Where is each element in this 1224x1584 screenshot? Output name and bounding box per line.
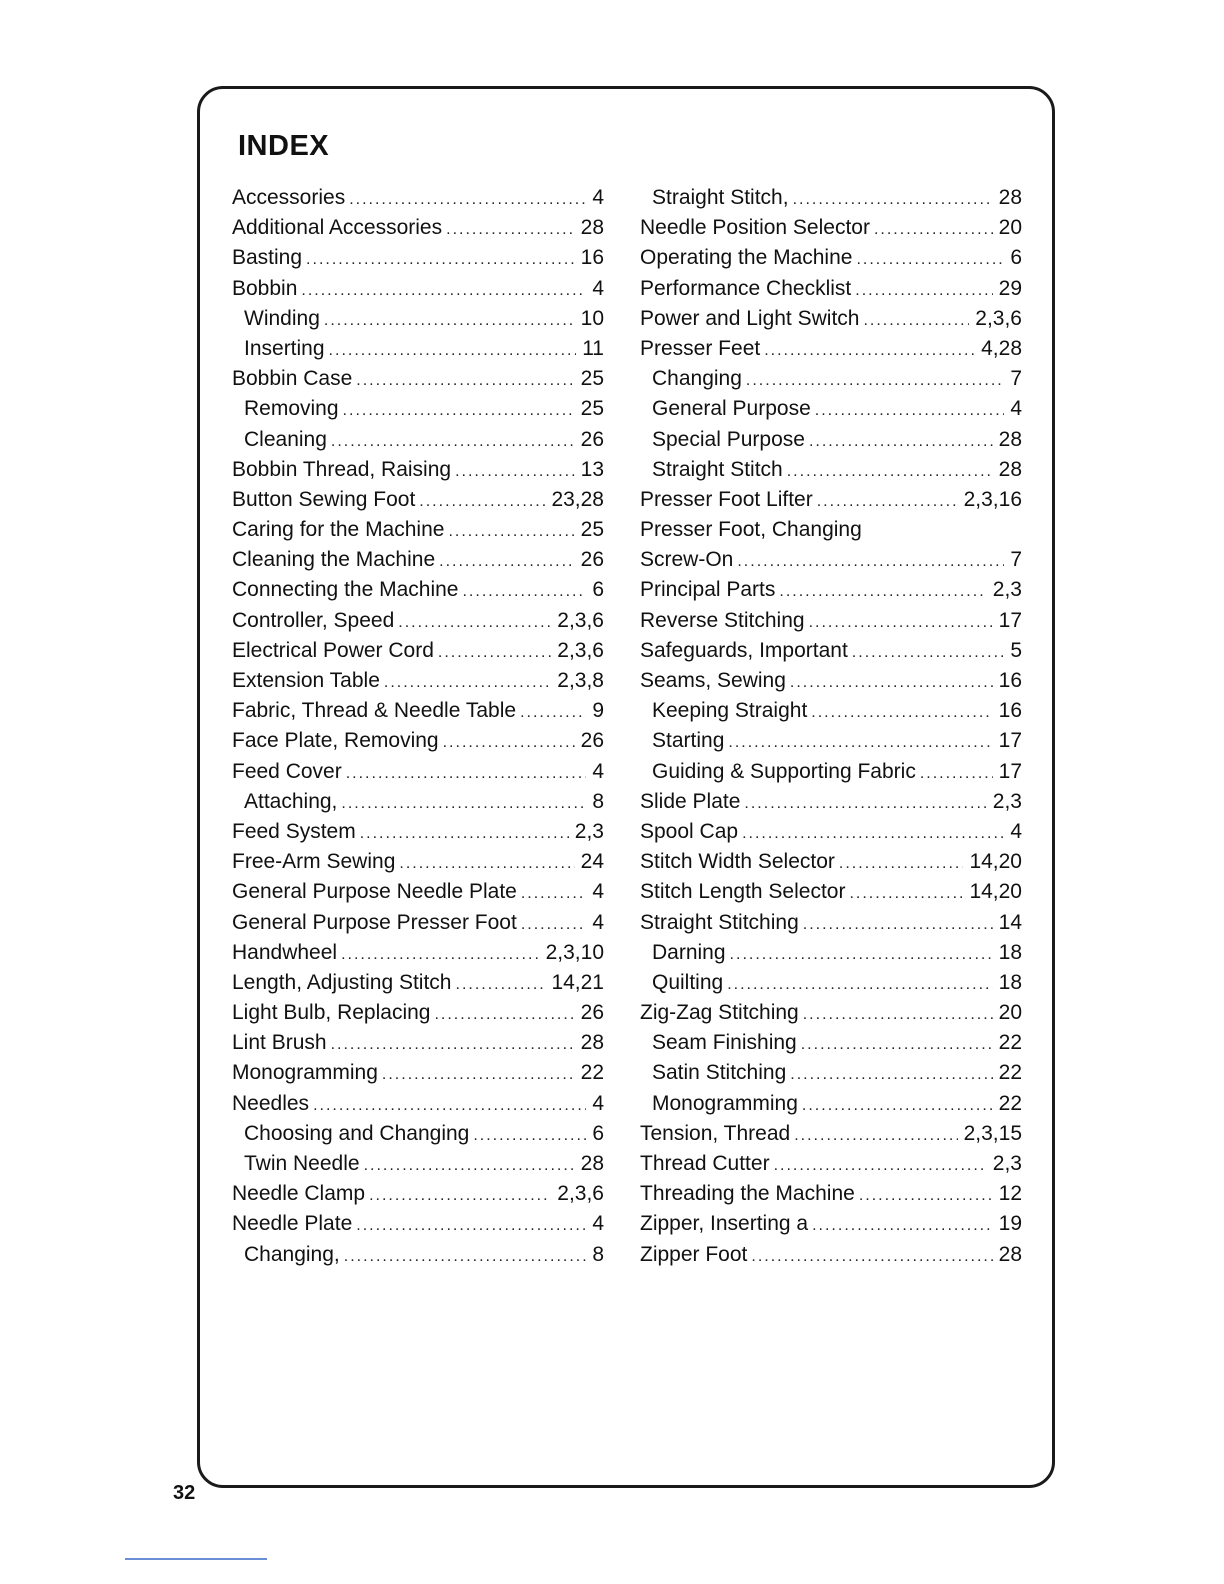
index-entry: [232, 515, 604, 545]
entry-page-reference: 17: [998, 608, 1022, 632]
entry-page-reference: 17: [998, 759, 1022, 783]
index-entry: [640, 425, 1022, 455]
index-entry: [640, 485, 1022, 515]
entry-page-reference: 25: [580, 518, 604, 542]
entry-page-reference: 4,28: [981, 336, 1022, 360]
entry-label: Special Purpose: [652, 427, 805, 451]
entry-page-reference: 2,3: [992, 578, 1022, 602]
index-entry: [640, 636, 1022, 666]
entry-page-reference: 29: [998, 276, 1022, 300]
entry-page-reference: 2,3: [992, 789, 1022, 813]
index-entry: [640, 334, 1022, 364]
entry-label: Performance Checklist: [640, 276, 852, 300]
index-entry: [640, 1240, 1022, 1270]
entry-page-reference: 5: [1010, 638, 1022, 662]
dot-leader: [801, 1030, 993, 1060]
index-entry: [640, 757, 1022, 787]
index-entry: [232, 696, 604, 726]
dot-leader: [364, 1151, 575, 1181]
index-entry: [232, 485, 604, 515]
index-entry: [232, 1240, 604, 1270]
entry-page-reference: 28: [580, 1152, 604, 1175]
dot-leader: [448, 517, 574, 547]
index-entry: [640, 968, 1022, 998]
index-entry: [640, 183, 1022, 213]
entry-label: Attaching,: [244, 789, 338, 813]
entry-page-reference: 4: [592, 276, 604, 300]
entry-page-reference: 13: [580, 457, 604, 481]
dot-leader: [439, 547, 575, 577]
dot-leader: [331, 427, 575, 457]
entry-label: General Purpose: [652, 397, 811, 421]
dot-leader: [811, 698, 992, 728]
entry-page-reference: 26: [580, 548, 604, 572]
index-entry: [232, 847, 604, 877]
dot-leader: [790, 1060, 992, 1090]
entry-page-reference: 20: [998, 1001, 1022, 1025]
dot-leader: [473, 1121, 586, 1151]
entry-page-reference: 8: [592, 789, 604, 813]
entry-page-reference: 2,3,15: [963, 1121, 1022, 1145]
index-entry: [232, 1149, 604, 1179]
entry-page-reference: 2,3,16: [963, 487, 1022, 511]
index-entry: [232, 334, 604, 364]
entry-page-reference: 14,21: [551, 970, 604, 994]
dot-leader: [855, 276, 992, 306]
entry-page-reference: 2,3,6: [557, 1182, 604, 1206]
entry-page-reference: 14: [998, 910, 1022, 934]
entry-label: Handwheel: [232, 940, 338, 964]
dot-leader: [815, 396, 1005, 426]
entry-label: Bobbin Thread, Raising: [232, 457, 452, 481]
dot-leader: [344, 1242, 587, 1272]
index-entry: [640, 394, 1022, 424]
entry-page-reference: 22: [998, 1091, 1022, 1115]
index-entry: [232, 243, 604, 273]
entry-page-reference: 4: [592, 910, 604, 934]
index-entry: [232, 1209, 604, 1239]
entry-page-reference: 10: [580, 306, 604, 330]
entry-label: Cleaning the Machine: [232, 548, 436, 572]
entry-label: Presser Foot, Changing: [640, 518, 862, 542]
entry-label: Safeguards, Important: [640, 638, 848, 662]
dot-leader: [849, 879, 963, 909]
index-entry: [640, 455, 1022, 485]
entry-page-reference: 8: [592, 1242, 604, 1266]
entry-label: Electrical Power Cord: [232, 638, 434, 662]
dot-leader: [438, 638, 551, 668]
index-entry: [640, 847, 1022, 877]
entry-label: Slide Plate: [640, 789, 741, 813]
entry-page-reference: 7: [1010, 548, 1022, 572]
entry-page-reference: 26: [580, 427, 604, 451]
entry-label: Additional Accessories: [232, 216, 443, 240]
entry-page-reference: 14,20: [969, 880, 1022, 904]
entry-label: Seam Finishing: [652, 1031, 797, 1055]
entry-label: Straight Stitch: [652, 457, 783, 481]
entry-label: Starting: [652, 729, 725, 753]
entry-page-reference: 23,28: [551, 487, 604, 511]
dot-leader: [794, 1121, 957, 1151]
entry-label: Free-Arm Sewing: [232, 850, 396, 874]
index-entry: [232, 304, 604, 334]
dot-leader: [341, 789, 586, 819]
entry-label: General Purpose Presser Foot: [232, 910, 517, 934]
dot-leader: [329, 336, 577, 366]
entry-label: Needle Plate: [232, 1212, 353, 1236]
entry-page-reference: 28: [998, 427, 1022, 451]
dot-leader: [863, 306, 969, 336]
dot-leader: [419, 487, 545, 517]
entry-page-reference: 2,3: [574, 819, 604, 843]
dot-leader: [802, 1091, 993, 1121]
index-entry: [232, 213, 604, 243]
index-entry: [232, 726, 604, 756]
entry-page-reference: 2,3,6: [557, 638, 604, 662]
dot-leader: [764, 336, 975, 366]
entry-label: Needle Clamp: [232, 1182, 366, 1206]
index-entry: [640, 1149, 1022, 1179]
entry-page-reference: 17: [998, 729, 1022, 753]
dot-leader: [462, 577, 586, 607]
dot-leader: [728, 728, 992, 758]
entry-page-reference: 28: [998, 186, 1022, 209]
index-entry: [640, 213, 1022, 243]
dot-leader: [520, 698, 586, 728]
entry-label: Feed System: [232, 819, 356, 843]
index-entry: [232, 757, 604, 787]
entry-page-reference: 19: [998, 1212, 1022, 1236]
dot-leader: [737, 547, 1004, 577]
entry-label: Straight Stitch,: [652, 186, 789, 209]
entry-label: Button Sewing Foot: [232, 487, 416, 511]
dot-leader: [521, 910, 587, 940]
dot-leader: [306, 245, 575, 275]
entry-label: Extension Table: [232, 669, 380, 692]
index-entry: [232, 817, 604, 847]
index-entry: [640, 1119, 1022, 1149]
index-entry: [640, 1089, 1022, 1119]
entry-page-reference: 6: [592, 1121, 604, 1145]
entry-page-reference: 16: [998, 669, 1022, 692]
index-entry: [232, 636, 604, 666]
entry-label: Satin Stitching: [652, 1061, 787, 1085]
entry-page-reference: 4: [1010, 397, 1022, 421]
index-entry: [232, 1089, 604, 1119]
entry-label: Accessories: [232, 186, 346, 209]
index-entry: [232, 364, 604, 394]
entry-page-reference: 16: [998, 699, 1022, 723]
entry-label: Lint Brush: [232, 1031, 327, 1055]
dot-leader: [744, 789, 986, 819]
entry-label: Caring for the Machine: [232, 518, 445, 542]
index-right-column: [640, 183, 1022, 1270]
entry-label: Length, Adjusting Stitch: [232, 970, 452, 994]
entry-page-reference: 4: [592, 1091, 604, 1115]
index-entry: [640, 817, 1022, 847]
entry-label: Guiding & Supporting Fabric: [652, 759, 916, 783]
dot-leader: [790, 668, 993, 698]
entry-page-reference: 4: [1010, 819, 1022, 843]
entry-page-reference: 28: [580, 216, 604, 240]
dot-leader: [346, 759, 587, 789]
dot-leader: [809, 427, 993, 457]
index-entry: [640, 787, 1022, 817]
dot-leader: [874, 215, 993, 245]
index-entry: [232, 1058, 604, 1088]
dot-leader: [521, 879, 586, 909]
dot-leader: [356, 1211, 586, 1241]
index-entry: [232, 1028, 604, 1058]
index-entry: [232, 606, 604, 636]
entry-label: Removing: [244, 397, 339, 421]
dot-leader: [398, 608, 551, 638]
entry-page-reference: 12: [998, 1182, 1022, 1206]
entry-page-reference: 2,3,10: [545, 940, 604, 964]
index-entry: [640, 575, 1022, 605]
dot-leader: [803, 910, 993, 940]
index-entry: [640, 364, 1022, 394]
entry-label: Presser Feet: [640, 336, 761, 360]
index-entry: [232, 545, 604, 575]
footer-rule: [125, 1558, 267, 1560]
entry-label: Zig-Zag Stitching: [640, 1001, 799, 1025]
entry-label: Operating the Machine: [640, 246, 853, 270]
dot-leader: [727, 970, 992, 1000]
index-entry: [232, 1119, 604, 1149]
dot-leader: [343, 396, 575, 426]
entry-page-reference: 2,3,6: [975, 306, 1022, 330]
index-entry: [232, 575, 604, 605]
entry-label: Quilting: [652, 970, 724, 994]
entry-page-reference: 16: [580, 246, 604, 270]
index-entry: [640, 938, 1022, 968]
page-number: 32: [173, 1482, 196, 1504]
entry-label: Monogramming: [652, 1091, 798, 1115]
entry-page-reference: 26: [580, 729, 604, 753]
dot-leader: [434, 1000, 574, 1030]
entry-label: Feed Cover: [232, 759, 342, 783]
index-entry: [640, 666, 1022, 696]
dot-leader: [751, 1242, 992, 1272]
dot-leader: [301, 276, 586, 306]
dot-leader: [455, 457, 575, 487]
dot-leader: [793, 185, 993, 215]
dot-leader: [331, 1030, 575, 1060]
entry-page-reference: 22: [580, 1061, 604, 1085]
index-entry: [232, 183, 604, 213]
entry-page-reference: 6: [1010, 246, 1022, 270]
entry-page-reference: 25: [580, 367, 604, 391]
index-entry: [640, 908, 1022, 938]
dot-leader: [360, 819, 569, 849]
dot-leader: [746, 366, 1004, 396]
dot-leader: [456, 970, 546, 1000]
index-entry: [640, 1209, 1022, 1239]
entry-label: Needles: [232, 1091, 310, 1115]
entry-label: Power and Light Switch: [640, 306, 860, 330]
dot-leader: [920, 759, 993, 789]
dot-leader: [399, 849, 574, 879]
entry-label: Zipper Foot: [640, 1242, 748, 1266]
index-title: INDEX: [238, 130, 330, 162]
dot-leader: [382, 1060, 575, 1090]
entry-label: Reverse Stitching: [640, 608, 805, 632]
entry-page-reference: 7: [1010, 367, 1022, 391]
entry-label: Monogramming: [232, 1061, 378, 1085]
dot-leader: [852, 638, 1005, 668]
dot-leader: [384, 668, 551, 698]
entry-page-reference: 4: [592, 1212, 604, 1236]
dot-leader: [443, 728, 575, 758]
entry-label: Bobbin: [232, 276, 298, 300]
entry-label: Changing,: [244, 1242, 340, 1266]
dot-leader: [809, 608, 993, 638]
dot-leader: [774, 1151, 987, 1181]
index-entry: [640, 726, 1022, 756]
entry-label: Stitch Width Selector: [640, 850, 835, 874]
index-entry: [232, 787, 604, 817]
entry-label: Thread Cutter: [640, 1152, 770, 1175]
index-entry: [640, 877, 1022, 907]
entry-page-reference: 6: [592, 578, 604, 602]
index-entry: [232, 274, 604, 304]
entry-label: Screw-On: [640, 548, 734, 572]
entry-page-reference: 18: [998, 970, 1022, 994]
entry-label: Threading the Machine: [640, 1182, 855, 1206]
dot-leader: [859, 1181, 993, 1211]
index-entry: [232, 425, 604, 455]
entry-page-reference: 14,20: [969, 850, 1022, 874]
dot-leader: [324, 306, 575, 336]
entry-page-reference: 20: [998, 216, 1022, 240]
entry-page-reference: 4: [592, 759, 604, 783]
entry-label: Seams, Sewing: [640, 669, 786, 692]
entry-page-reference: 22: [998, 1061, 1022, 1085]
dot-leader: [369, 1181, 551, 1211]
dot-leader: [787, 457, 993, 487]
entry-page-reference: 2,3,8: [557, 669, 604, 692]
entry-label: Basting: [232, 246, 303, 270]
index-entry: [640, 304, 1022, 334]
entry-label: Needle Position Selector: [640, 216, 870, 240]
index-entry: [232, 1179, 604, 1209]
entry-page-reference: 26: [580, 1001, 604, 1025]
index-entry: [640, 696, 1022, 726]
index-entry: [232, 455, 604, 485]
index-left-column: [232, 183, 604, 1270]
index-entry: [232, 666, 604, 696]
entry-label: Stitch Length Selector: [640, 880, 846, 904]
index-entry: [640, 998, 1022, 1028]
entry-label: Spool Cap: [640, 819, 739, 843]
entry-page-reference: 22: [998, 1031, 1022, 1055]
entry-label: General Purpose Needle Plate: [232, 880, 517, 904]
entry-label: Face Plate, Removing: [232, 729, 439, 753]
entry-page-reference: 4: [592, 186, 604, 209]
index-entry: [640, 1058, 1022, 1088]
entry-label: Twin Needle: [244, 1152, 360, 1175]
dot-leader: [349, 185, 586, 215]
entry-page-reference: 2,3,6: [557, 608, 604, 632]
index-entry: [640, 545, 1022, 575]
entry-page-reference: 2,3: [992, 1152, 1022, 1175]
entry-page-reference: 28: [998, 1242, 1022, 1266]
entry-label: Fabric, Thread & Needle Table: [232, 699, 517, 723]
index-entry: [640, 515, 1022, 545]
entry-label: Keeping Straight: [652, 699, 808, 723]
entry-label: Tension, Thread: [640, 1121, 791, 1145]
index-entry: [640, 243, 1022, 273]
dot-leader: [856, 245, 1004, 275]
entry-label: Light Bulb, Replacing: [232, 1001, 431, 1025]
index-entry: [232, 998, 604, 1028]
entry-label: Inserting: [244, 336, 325, 360]
dot-leader: [341, 940, 540, 970]
index-entry: [640, 1028, 1022, 1058]
dot-leader: [730, 940, 993, 970]
dot-leader: [356, 366, 574, 396]
index-entry: [640, 606, 1022, 636]
dot-leader: [742, 819, 1004, 849]
index-entry: [232, 908, 604, 938]
entry-label: Changing: [652, 367, 742, 391]
entry-page-reference: 9: [592, 699, 604, 723]
dot-leader: [446, 215, 575, 245]
entry-page-reference: 11: [582, 336, 604, 360]
entry-label: Zipper, Inserting a: [640, 1212, 809, 1236]
dot-leader: [817, 487, 958, 517]
dot-leader: [812, 1211, 993, 1241]
entry-label: Principal Parts: [640, 578, 776, 602]
dot-leader: [839, 849, 964, 879]
entry-label: Darning: [652, 940, 726, 964]
entry-label: Controller, Speed: [232, 608, 395, 632]
entry-label: Presser Foot Lifter: [640, 487, 813, 511]
index-entry: [232, 938, 604, 968]
index-entry: [232, 394, 604, 424]
entry-page-reference: 18: [998, 940, 1022, 964]
entry-page-reference: 25: [580, 397, 604, 421]
entry-page-reference: 24: [580, 850, 604, 874]
dot-leader: [313, 1091, 586, 1121]
entry-page-reference: 28: [998, 457, 1022, 481]
dot-leader: [803, 1000, 993, 1030]
entry-label: Straight Stitching: [640, 910, 799, 934]
index-entry: [640, 274, 1022, 304]
entry-label: Choosing and Changing: [244, 1121, 470, 1145]
entry-label: Connecting the Machine: [232, 578, 459, 602]
index-entry: [232, 877, 604, 907]
entry-label: Bobbin Case: [232, 367, 353, 391]
dot-leader: [779, 577, 986, 607]
entry-page-reference: 28: [580, 1031, 604, 1055]
index-entry: [232, 968, 604, 998]
entry-label: Winding: [244, 306, 320, 330]
index-entry: [640, 1179, 1022, 1209]
entry-page-reference: 4: [592, 880, 604, 904]
entry-label: Cleaning: [244, 427, 327, 451]
